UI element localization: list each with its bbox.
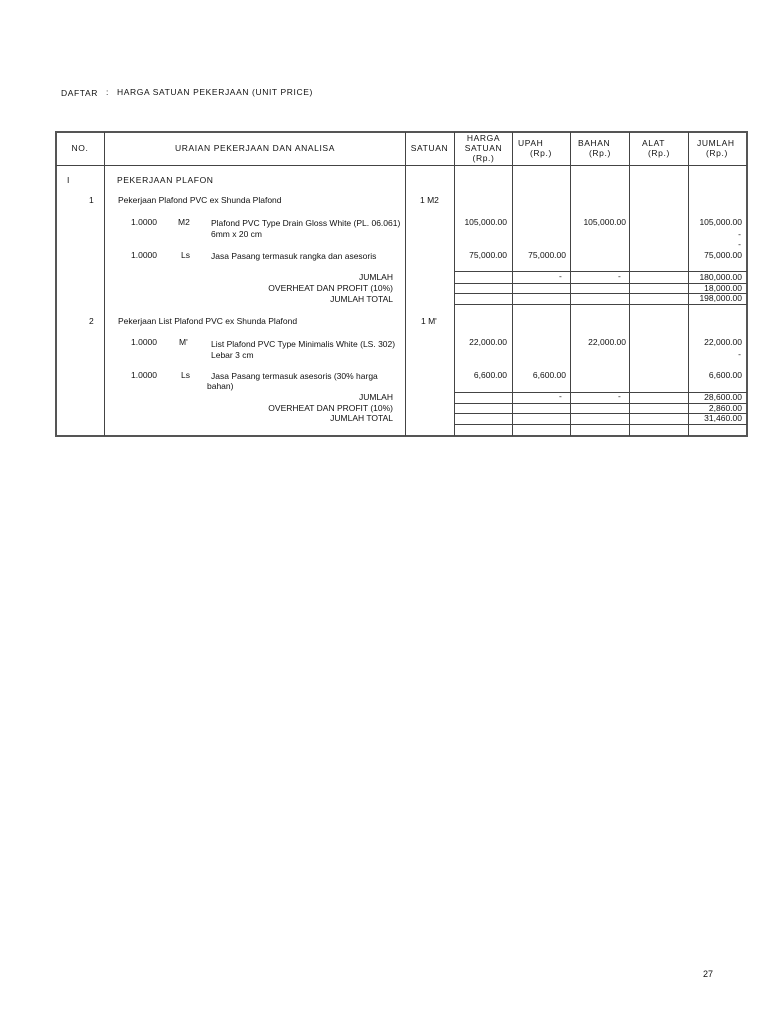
line-coef: 1.0000 [131,370,157,380]
col-divider-satuan [454,132,455,436]
item-number: 1 [89,195,94,205]
line-coef: 1.0000 [131,250,157,260]
line-jumlah: 105,000.00 [699,217,742,227]
line-jumlah-dash: - [738,349,741,359]
col-header-alat-2: (Rp.) [648,148,670,158]
line-unit: M' [179,337,188,347]
section-title: PEKERJAAN PLAFON [117,175,214,185]
line-coef: 1.0000 [131,217,157,227]
line-desc-2: 6mm x 20 cm [211,229,263,239]
header-divider [56,165,747,166]
daftar-separator: : [106,87,109,97]
col-header-satuan: SATUAN [410,143,449,153]
col-header-harga-1: HARGA [466,133,501,143]
jumlah-value: 180,000.00 [699,272,742,282]
line-jumlah: 75,000.00 [704,250,742,260]
col-header-harga-2: SATUAN [464,143,503,153]
col-header-upah-1: UPAH [518,138,544,148]
line-harga: 6,600.00 [473,370,507,380]
daftar-label: DAFTAR [61,88,98,98]
col-divider-no [104,132,105,436]
col-divider-uraian [405,132,406,436]
col-header-jumlah-2: (Rp.) [706,148,728,158]
col-header-bahan-1: BAHAN [578,138,611,148]
jumlah-label: JUMLAH [358,392,393,402]
total-label: JUMLAH TOTAL [330,413,393,423]
line-harga: 75,000.00 [469,250,507,260]
item-satuan: 1 M' [421,316,437,326]
jumlah-upah: - [559,391,562,401]
jumlah-bahan: - [618,271,621,281]
line-harga: 105,000.00 [464,217,507,227]
line-desc: Jasa Pasang termasuk rangka dan asesoris [211,251,377,261]
row-line [454,304,747,305]
line-coef: 1.0000 [131,337,157,347]
overheat-value: 18,000.00 [704,283,742,293]
line-desc-2: Lebar 3 cm [211,350,254,360]
col-header-upah-2: (Rp.) [530,148,552,158]
item-title: Pekerjaan List Plafond PVC ex Shunda Plafond [118,316,298,326]
line-harga: 22,000.00 [469,337,507,347]
row-line [454,424,747,425]
line-desc-2: bahan) [207,381,234,391]
page-title: HARGA SATUAN PEKERJAAN (UNIT PRICE) [117,87,313,97]
total-value: 31,460.00 [704,413,742,423]
line-jumlah: 22,000.00 [704,337,742,347]
line-bahan: 105,000.00 [583,217,626,227]
col-header-alat-1: ALAT [642,138,666,148]
overheat-label: OVERHEAT DAN PROFIT (10%) [268,283,393,293]
line-unit: Ls [181,370,190,380]
line-desc: Jasa Pasang termasuk asesoris (30% harga [211,371,378,381]
col-header-harga-3: (Rp.) [472,153,495,163]
overheat-value: 2,860.00 [708,403,742,413]
overheat-label: OVERHEAT DAN PROFIT (10%) [268,403,393,413]
col-header-uraian: URAIAN PEKERJAAN DAN ANALISA [175,143,335,153]
line-jumlah: 6,600.00 [708,370,742,380]
col-header-no: NO. [71,143,89,153]
line-jumlah-dash: - [738,239,741,249]
col-header-jumlah-1: JUMLAH [697,138,735,148]
jumlah-value: 28,600.00 [704,392,742,402]
col-header-bahan-2: (Rp.) [589,148,611,158]
jumlah-label: JUMLAH [358,272,393,282]
line-desc: List Plafond PVC Type Minimalis White (LS. 302) [211,339,396,349]
line-desc: Plafond PVC Type Drain Gloss White (PL. 06.061) [211,218,401,228]
item-satuan: 1 M2 [420,195,439,205]
line-upah: 75,000.00 [528,250,566,260]
col-divider-bahan [629,132,630,436]
item-number: 2 [89,316,94,326]
total-label: JUMLAH TOTAL [330,294,393,304]
line-unit: Ls [181,250,190,260]
page-number: 27 [703,969,714,979]
line-jumlah-dash: - [738,229,741,239]
jumlah-bahan: - [618,391,621,401]
total-value: 198,000.00 [699,293,742,303]
line-upah: 6,600.00 [532,370,566,380]
line-unit: M2 [178,217,190,227]
item-title: Pekerjaan Plafond PVC ex Shunda Plafond [118,195,282,205]
col-divider-upah [570,132,571,436]
jumlah-upah: - [559,271,562,281]
line-bahan: 22,000.00 [588,337,626,347]
col-divider-harga [512,132,513,436]
section-number: I [67,175,70,185]
